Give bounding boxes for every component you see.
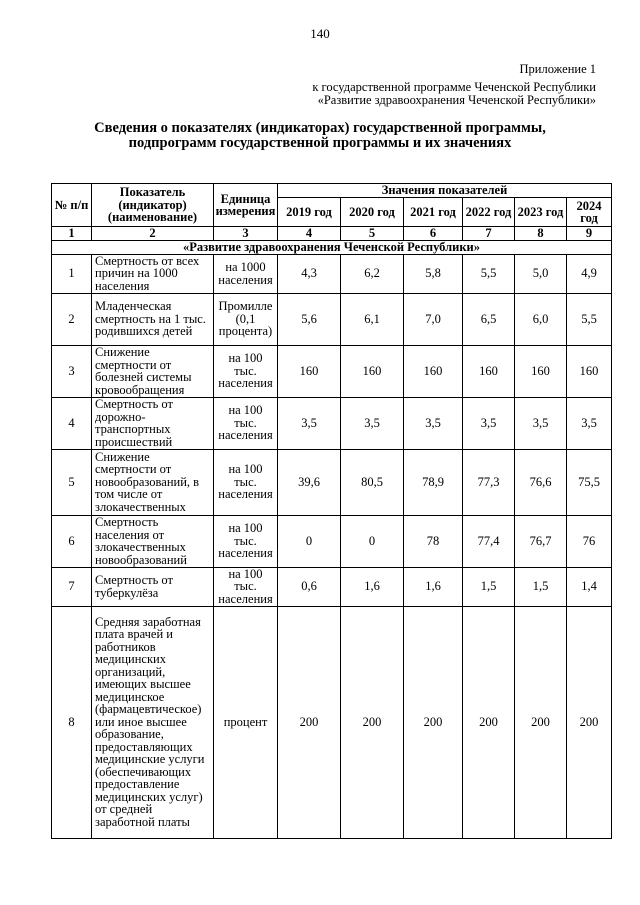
row-indicator: Младенческая смертность на 1 тыс. родившихся детей	[92, 293, 214, 345]
row-num: 2	[52, 293, 92, 345]
row-value: 3,5	[515, 397, 567, 449]
column-number: 2	[92, 227, 214, 241]
row-value: 1,6	[341, 567, 404, 606]
row-value: 78,9	[404, 449, 463, 515]
row-indicator: Смертность населения от злокачественных новообразований	[92, 515, 214, 567]
row-num: 6	[52, 515, 92, 567]
header-year: 2023 год	[515, 198, 567, 227]
row-indicator: Смертность от туберкулёза	[92, 567, 214, 606]
row-value: 1,5	[515, 567, 567, 606]
row-value: 160	[278, 345, 341, 397]
row-unit: на 100 тыс. населения	[214, 515, 278, 567]
row-unit: на 1000 населения	[214, 254, 278, 293]
row-num: 4	[52, 397, 92, 449]
row-value: 3,5	[278, 397, 341, 449]
row-num: 5	[52, 449, 92, 515]
row-value: 160	[515, 345, 567, 397]
title-line-1: Сведения о показателях (индикаторах) государственной программы,	[94, 120, 546, 136]
title-line-2: подпрограмм государственной программы и их значениях	[128, 135, 512, 151]
header-values-group: Значения показателей	[278, 184, 612, 198]
column-number: 5	[341, 227, 404, 241]
row-indicator: Средняя заработная плата врачей и работников медицинских организаций, имеющих высшее медицинское (фармацевтическое) или иное высшее образование, предоставляющих медицинские услуги (обеспечивающих предоставление медицинских услуг) от средней заработной платы	[92, 606, 214, 838]
header-year: 2021 год	[404, 198, 463, 227]
row-value: 7,0	[404, 293, 463, 345]
table-row	[52, 606, 612, 838]
row-unit: на 100 тыс. населения	[214, 449, 278, 515]
row-value: 5,5	[567, 293, 612, 345]
column-number: 9	[567, 227, 612, 241]
row-value: 160	[341, 345, 404, 397]
header-num: № п/п	[52, 184, 92, 227]
header-year: 2022 год	[463, 198, 515, 227]
row-value: 3,5	[341, 397, 404, 449]
column-number: 8	[515, 227, 567, 241]
indicators-table	[51, 183, 612, 839]
row-value: 200	[278, 606, 341, 838]
row-value: 200	[515, 606, 567, 838]
row-value: 5,0	[515, 254, 567, 293]
table-row	[52, 345, 612, 397]
row-value: 77,3	[463, 449, 515, 515]
row-value: 5,8	[404, 254, 463, 293]
row-value: 6,5	[463, 293, 515, 345]
column-numbers-row	[52, 227, 612, 241]
row-value: 6,1	[341, 293, 404, 345]
row-indicator: Смертность от всех причин на 1000 населения	[92, 254, 214, 293]
row-value: 6,0	[515, 293, 567, 345]
row-value: 5,5	[463, 254, 515, 293]
row-value: 76,7	[515, 515, 567, 567]
row-value: 0	[341, 515, 404, 567]
row-value: 39,6	[278, 449, 341, 515]
document-title	[60, 121, 580, 151]
row-value: 80,5	[341, 449, 404, 515]
row-value: 3,5	[404, 397, 463, 449]
column-number: 7	[463, 227, 515, 241]
table-row	[52, 254, 612, 293]
header-indicator: Показатель (индикатор) (наименование)	[92, 184, 214, 227]
row-num: 8	[52, 606, 92, 838]
row-indicator: Смертность от дорожно-транспортных происшествий	[92, 397, 214, 449]
row-value: 76,6	[515, 449, 567, 515]
row-value: 75,5	[567, 449, 612, 515]
column-number: 4	[278, 227, 341, 241]
row-value: 200	[341, 606, 404, 838]
header-year: 2020 год	[341, 198, 404, 227]
row-unit: на 100 тыс. населения	[214, 567, 278, 606]
row-value: 0	[278, 515, 341, 567]
row-value: 0,6	[278, 567, 341, 606]
table-row	[52, 293, 612, 345]
row-value: 76	[567, 515, 612, 567]
column-number: 1	[52, 227, 92, 241]
table-row	[52, 449, 612, 515]
row-value: 200	[463, 606, 515, 838]
row-value: 200	[404, 606, 463, 838]
appendix-label: Приложение 1	[519, 62, 596, 76]
row-unit: на 100 тыс. населения	[214, 345, 278, 397]
header-unit: Единица измерения	[214, 184, 278, 227]
row-unit: Промилле (0,1 процента)	[214, 293, 278, 345]
row-value: 1,6	[404, 567, 463, 606]
row-unit: процент	[214, 606, 278, 838]
row-num: 1	[52, 254, 92, 293]
appendix-program: к государственной программе Чеченской Республики	[312, 80, 596, 94]
table-row	[52, 567, 612, 606]
row-num: 3	[52, 345, 92, 397]
row-value: 160	[404, 345, 463, 397]
row-value: 200	[567, 606, 612, 838]
header-year: 2024 год	[567, 198, 612, 227]
row-value: 160	[463, 345, 515, 397]
row-unit: на 100 тыс. населения	[214, 397, 278, 449]
row-value: 1,5	[463, 567, 515, 606]
row-indicator: Снижение смертности от новообразований, в том числе от злокачественных	[92, 449, 214, 515]
table-row	[52, 515, 612, 567]
row-value: 4,3	[278, 254, 341, 293]
row-num: 7	[52, 567, 92, 606]
row-indicator: Снижение смертности от болезней системы кровообращения	[92, 345, 214, 397]
table-row	[52, 397, 612, 449]
appendix-program-name: «Развитие здравоохранения Чеченской Республики»	[317, 93, 596, 107]
header-year: 2019 год	[278, 198, 341, 227]
row-value: 3,5	[463, 397, 515, 449]
program-subtitle: «Развитие здравоохранения Чеченской Республики»	[52, 240, 612, 254]
row-value: 77,4	[463, 515, 515, 567]
row-value: 78	[404, 515, 463, 567]
row-value: 6,2	[341, 254, 404, 293]
column-number: 3	[214, 227, 278, 241]
row-value: 3,5	[567, 397, 612, 449]
page-number: 140	[310, 26, 330, 41]
row-value: 5,6	[278, 293, 341, 345]
row-value: 160	[567, 345, 612, 397]
row-value: 1,4	[567, 567, 612, 606]
row-value: 4,9	[567, 254, 612, 293]
column-number: 6	[404, 227, 463, 241]
